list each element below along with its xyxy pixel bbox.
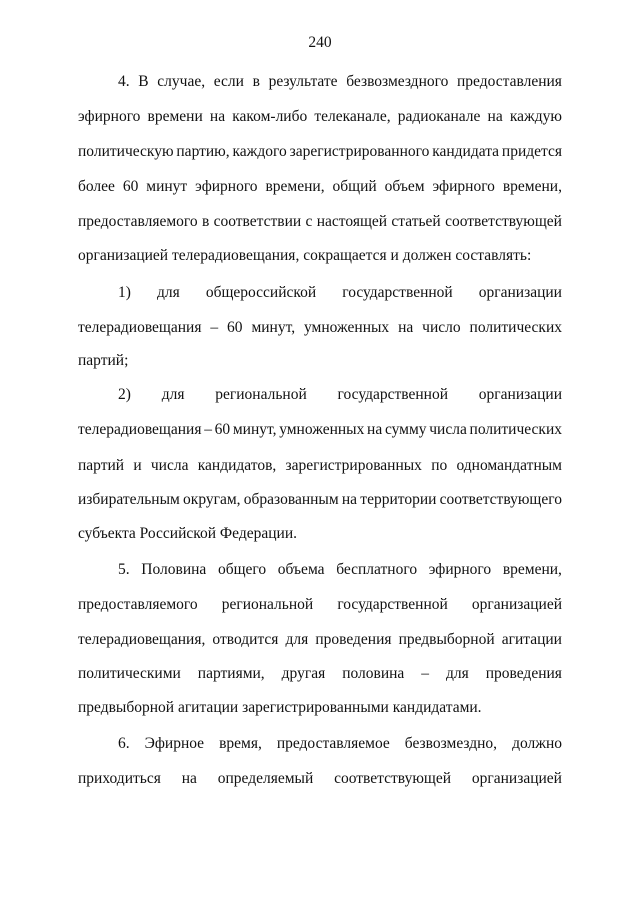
text-line	[78, 769, 562, 789]
word: организацией	[471, 770, 562, 787]
word: телерадиовещания	[78, 421, 202, 438]
word: на	[341, 491, 358, 508]
word: другая	[281, 665, 326, 682]
word: территории	[360, 491, 437, 508]
word: государственной	[337, 386, 448, 403]
text-line	[78, 142, 562, 162]
word: Эфирное	[144, 735, 205, 752]
word: случае,	[157, 73, 206, 90]
word: эфирного	[195, 178, 258, 195]
word: безвозмездно,	[404, 735, 498, 752]
text-line	[78, 456, 562, 476]
word: государственной	[342, 284, 453, 301]
word: числа	[150, 457, 189, 474]
word: эфирного	[78, 108, 141, 125]
word: –	[210, 319, 219, 336]
word: более	[78, 178, 115, 195]
word: приходиться	[78, 770, 161, 787]
word: соответствующего	[439, 491, 562, 508]
word: округам,	[183, 491, 241, 508]
word: предвыборной	[398, 631, 495, 648]
word: каждую	[509, 108, 562, 125]
word: по	[431, 457, 448, 474]
word: зарегистрированного	[289, 143, 430, 160]
word: предоставления	[457, 73, 562, 90]
text-line	[78, 420, 562, 440]
word: Половина	[141, 561, 207, 578]
word: государственной	[337, 596, 448, 613]
word: соответствующей	[445, 213, 562, 230]
word: –	[421, 665, 430, 682]
word: 60	[227, 319, 243, 336]
text-line: предвыборной агитации зарегистрированными кандидатами.	[78, 699, 482, 716]
word: проведения	[485, 665, 562, 682]
text-line	[78, 490, 562, 510]
word: образованным	[243, 491, 339, 508]
word: 5.	[118, 561, 130, 578]
word: партий	[78, 457, 125, 474]
word: отводится	[212, 631, 279, 648]
word: в	[252, 73, 260, 90]
word: политическими	[78, 665, 181, 682]
word: половина	[342, 665, 405, 682]
word: общероссийской	[205, 284, 317, 301]
word: настоящей	[316, 213, 388, 230]
word: организацией	[471, 596, 562, 613]
text-line: субъекта Российской Федерации.	[78, 525, 297, 542]
word: для	[156, 284, 180, 301]
word: и	[133, 457, 142, 474]
word: на	[398, 319, 414, 336]
word: объем	[384, 178, 425, 195]
word: объема	[277, 561, 325, 578]
word: общий	[332, 178, 377, 195]
word: организации	[478, 386, 562, 403]
word: радиоканале	[397, 108, 481, 125]
word: умноженных	[279, 421, 365, 438]
text-line	[78, 664, 562, 684]
text-line	[118, 283, 562, 303]
word: результате	[268, 73, 338, 90]
word: каком-либо	[232, 108, 308, 125]
word: числа	[429, 421, 467, 438]
word: предоставляемого	[78, 596, 198, 613]
word: умноженных	[304, 319, 390, 336]
word: статьей	[391, 213, 441, 230]
word: общего	[217, 561, 267, 578]
word: 60	[122, 178, 139, 195]
text-line	[78, 595, 562, 615]
word: В	[138, 73, 149, 90]
word: –	[204, 421, 212, 438]
word: сумму	[384, 421, 427, 438]
word: для	[446, 665, 469, 682]
word: политических	[469, 421, 562, 438]
word: безвозмездного	[346, 73, 449, 90]
word: партию,	[176, 143, 230, 160]
word: с	[305, 213, 313, 230]
word: на	[209, 108, 226, 125]
word: соответствующей	[334, 770, 452, 787]
word: 1)	[118, 284, 131, 301]
word: эфирного	[432, 178, 495, 195]
word: телерадиовещания,	[78, 631, 206, 648]
word: если	[213, 73, 244, 90]
word: избирательным	[78, 491, 180, 508]
text-line	[78, 107, 562, 127]
word: для	[285, 631, 309, 648]
word: региональной	[221, 596, 314, 613]
word: соответствии	[213, 213, 302, 230]
word: эфирного	[428, 561, 492, 578]
word: зарегистрированных	[285, 457, 422, 474]
word: придется	[501, 143, 562, 160]
word: число	[422, 319, 461, 336]
word: организации	[478, 284, 562, 301]
word: времени,	[502, 178, 562, 195]
word: времени,	[502, 561, 562, 578]
word: 4.	[118, 73, 130, 90]
word: 60	[214, 421, 231, 438]
word: региональной	[215, 386, 307, 403]
word: на	[181, 770, 197, 787]
text-line	[78, 318, 562, 338]
word: предоставляемого	[78, 213, 198, 230]
word: предоставляемое	[276, 735, 390, 752]
word: партиями,	[197, 665, 265, 682]
word: бесплатного	[336, 561, 418, 578]
word: для	[161, 386, 185, 403]
word: минут	[146, 178, 188, 195]
word: одномандатным	[456, 457, 562, 474]
text-line	[78, 177, 562, 197]
text-line	[78, 212, 562, 232]
word: должно	[512, 735, 562, 752]
word: проведения	[315, 631, 392, 648]
word: политических	[469, 319, 562, 336]
text-line	[118, 734, 562, 754]
word: кандидата	[432, 143, 500, 160]
word: минут,	[251, 319, 296, 336]
text-line	[118, 560, 562, 580]
word: в	[201, 213, 210, 230]
word: определяемый	[217, 770, 314, 787]
word: каждого	[232, 143, 287, 160]
word: 6.	[118, 735, 130, 752]
word: 2)	[118, 386, 131, 403]
word: времени,	[265, 178, 325, 195]
word: время,	[219, 735, 262, 752]
word: телерадиовещания	[78, 319, 202, 336]
word: политическую	[78, 143, 174, 160]
word: минут,	[232, 421, 277, 438]
text-line	[118, 72, 562, 92]
word: на	[487, 108, 503, 125]
text-line: организацией телерадиовещания, сокращается и должен составлять:	[78, 247, 532, 264]
text-line: партий;	[78, 352, 129, 369]
word: на	[367, 421, 383, 438]
text-line	[118, 385, 562, 405]
word: телеканале,	[314, 108, 391, 125]
word: агитации	[501, 631, 562, 648]
text-line	[78, 630, 562, 650]
word: кандидатов,	[197, 457, 277, 474]
word: времени	[147, 108, 203, 125]
page-number: 240	[308, 34, 332, 51]
